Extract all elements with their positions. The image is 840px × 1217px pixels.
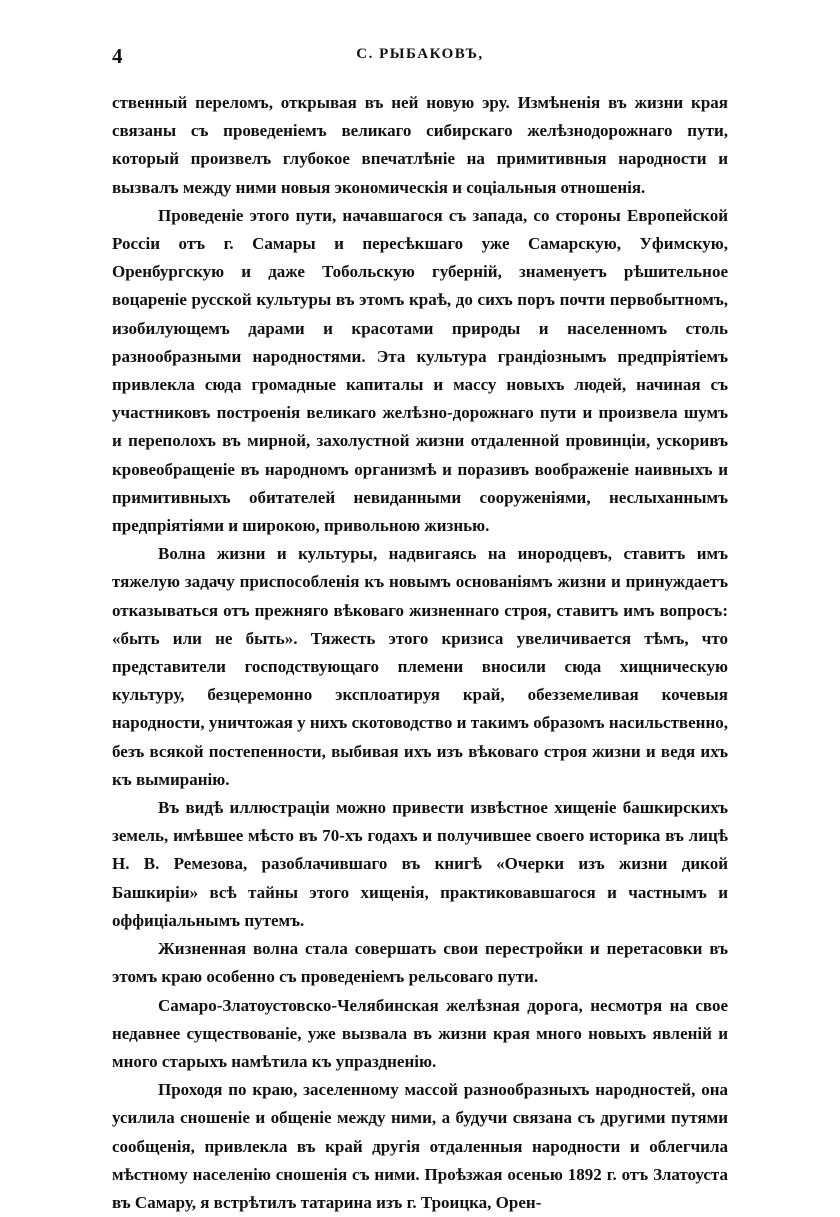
paragraph: Въ видѣ иллюстраціи можно привести извѣстное хищеніе башкирскихъ земель, имѣвшее мѣсто въ 70-хъ годахъ и получившее своего историка въ лицѣ Н. В. Ремезова, разоблачившаго въ книгѣ «Очерки изъ жизни дикой Башкиріи» всѣ тайны этого хищенія, практиковавшагося и частнымъ и оффиціальнымъ путемъ. xyxy=(112,798,728,930)
page-number: 4 xyxy=(112,44,123,68)
paragraph: Волна жизни и культуры, надвигаясь на инородцевъ, ставитъ имъ тяжелую задачу приспособленія къ новымъ основаніямъ жизни и принуждаетъ отказываться отъ прежняго вѣковаго жизненнаго строя, ставитъ имъ вопросъ: «быть или не быть». Тяжесть этого кризиса увеличивается тѣмъ, что представители господствующаго племени вносили сюда хищническую культуру, безцеремонно эксплоатируя край, обезземеливая кочевыя народности, уничтожая у нихъ скотоводство и такимъ образомъ насильственно, безъ всякой постепенности, выбивая ихъ изъ вѣковаго строя жизни и ведя ихъ къ вымиранію. xyxy=(112,544,728,789)
paragraph: Жизненная волна стала совершать свои перестройки и перетасовки въ этомъ краю особенно съ проведеніемъ рельсоваго пути. xyxy=(112,939,728,987)
paragraph-continued: ственный переломъ, открывая въ ней новую эру. Измѣненія въ жизни края связаны съ проведеніемъ великаго сибирскаго желѣзнодорожнаго пути, который произвелъ глубокое впечатлѣніе на примитивныя народности и вызвалъ между ними новыя экономическія и соціальныя отношенія. xyxy=(112,93,728,197)
running-title: С. РЫБАКОВЪ, xyxy=(356,46,484,62)
paragraph: Проведеніе этого пути, начавшагося съ запада, со стороны Европейской Россіи отъ г. Самары и пересѣкшаго уже Самарскую, Уфимскую, Оренбургскую и даже Тобольскую губерній, знаменуетъ рѣшительное воцареніе русской культуры въ этомъ краѣ, до сихъ поръ почти первобытномъ, изобилующемъ дарами и красотами природы и населенномъ столь разнообразными народностями. Эта культура грандіознымъ предпріятіемъ привлекла сюда громадные капиталы и массу новыхъ людей, начиная съ участниковъ построенія великаго желѣзно-дорожнаго пути и произвела шумъ и переполохъ въ мирной, захолустной жизни отдаленной провинціи, ускоривъ кровеобращеніе въ народномъ организмѣ и поразивъ воображеніе наивныхъ и примитивныхъ обитателей невиданными сооруженіями, неслыханнымъ предпріятіями и широкою, привольною жизнью. xyxy=(112,205,728,536)
page-header xyxy=(112,44,728,74)
body-text xyxy=(112,89,728,1217)
paragraph: Самаро-Златоустовско-Челябинская желѣзная дорога, несмотря на свое недавнее существованіе, уже вызвала въ жизни края много новыхъ явленій и много старыхъ намѣтила къ упраздненію. xyxy=(112,995,728,1071)
paragraph: Проходя по краю, заселенному массой разнообразныхъ народностей, она усилила сношеніе и общеніе между ними, а будучи связана съ другими путями сообщенія, привлекла въ край другія отдаленныя народности и облегчила мѣстному населенію сношенія съ ними. Проѣзжая осенью 1892 г. отъ Златоуста въ Самару, я встрѣтилъ татарина изъ г. Троицка, Орен- xyxy=(112,1080,728,1212)
